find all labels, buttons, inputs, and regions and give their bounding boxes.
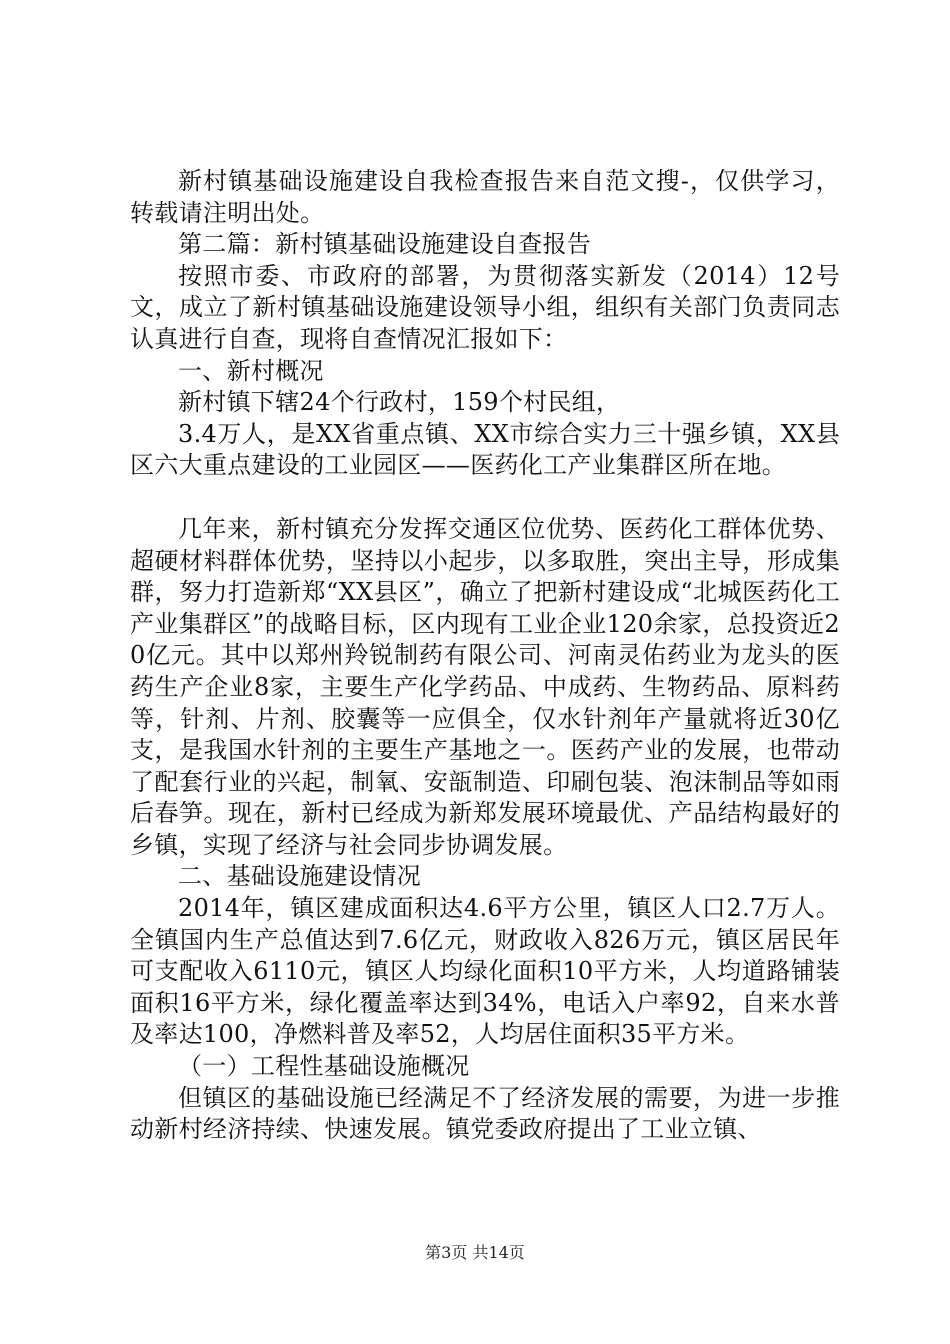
paragraph-gap [130,482,840,514]
page-number-footer: 第3页 共14页 [425,1243,525,1262]
paragraph-villages: 新村镇下辖24个行政村，159个村民组， [178,388,621,417]
paragraph-intro: 按照市委、市政府的部署，为贯彻落实新发（2014）12号文，成立了新村镇基础设施建设领导小组，组织有关部门负责同志认真进行自查，现将自查情况汇报如下： [130,261,840,353]
section-heading-overview: 一、新村概况 [178,356,324,385]
paragraph-needs: 但镇区的基础设施已经满足不了经济发展的需要，为进一步推动新村经济持续、快速发展。镇党委政府提出了工业立镇、 [130,1083,840,1144]
document-body [130,166,840,1146]
paragraph-statistics: 2014年，镇区建成面积达4.6平方公里，镇区人口2.7万人。全镇国内生产总值达到7.6亿元，财政收入826万元，镇区居民年可支配收入6110元，镇区人均绿化面积10平方米，人均道路铺装面积16平方米，绿化覆盖率达到34%，电话入户率92，自来水普及率达100，净燃料普及率52，人均居住面积35平方米。 [130,894,840,1049]
paragraph-development: 几年来，新村镇充分发挥交通区位优势、医药化工群体优势、超硬材料群体优势，坚持以小起步，以多取胜，突出主导，形成集群，努力打造新郑“XX县区”，确立了把新村建设成“北城医药化工产业集群区”的战略目标，区内现有工业企业120余家，总投资近20亿元。其中以郑州羚锐制药有限公司、河南灵佑药业为龙头的医药生产企业8家，主要生产化学药品、中成药、生物药品、原料药等，针剂、片剂、胶囊等一应俱全，仅水针剂年产量就将近30亿支，是我国水针剂的主要生产基地之一。医药产业的发展，也带动了配套行业的兴起，制氧、安瓿制造、印刷包装、泡沫制品等如雨后春笋。现在，新村已经成为新郑发展环境最优、产品结构最好的乡镇，实现了经济与社会同步协调发展。 [130,514,840,859]
paragraph-population: 3.4万人，是XX省重点镇、XX市综合实力三十强乡镇，XX县区六大重点建设的工业园区——医药化工产业集群区所在地。 [130,419,840,480]
paragraph-chapter-title: 第二篇：新村镇基础设施建设自查报告 [178,230,592,259]
section-heading-infrastructure: 二、基础设施建设情况 [178,862,421,891]
paragraph-source-note: 新村镇基础设施建设自我检查报告来自范文搜-，仅供学习，转载请注明出处。 [130,167,840,227]
subsection-heading-engineering: （一）工程性基础设施概况 [178,1052,470,1081]
